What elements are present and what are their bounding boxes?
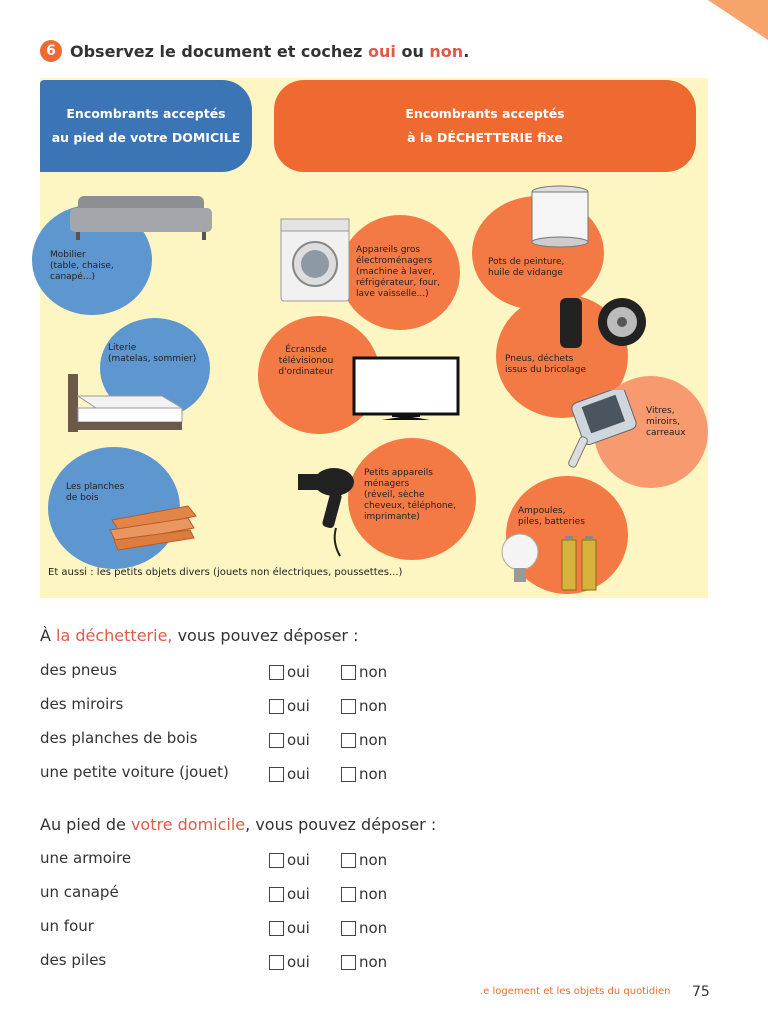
page-corner-decoration bbox=[708, 0, 768, 40]
paint-can-icon bbox=[530, 184, 590, 248]
television-icon bbox=[352, 356, 460, 422]
question-row bbox=[40, 883, 460, 907]
label-pots: Pots de peinture, huile de vidange bbox=[488, 257, 565, 278]
washing-machine-icon bbox=[280, 218, 350, 302]
label-ecrans: Écransde télévisionou d'ordinateur bbox=[278, 345, 334, 377]
bed-icon bbox=[66, 370, 184, 436]
sofa-icon bbox=[66, 190, 216, 242]
label-literie: Literie (matelas, sommier) bbox=[108, 343, 197, 364]
label-appareils: Appareils gros électroménagers (machine à laver, réfrigérateur, four, lave vaisselle...) bbox=[356, 245, 441, 299]
section-domicile-title: Au pied de votre domicile, vous pouvez déposer : bbox=[40, 815, 437, 834]
label-mobilier: Mobilier (table, chaise, canapé...) bbox=[50, 250, 114, 282]
checkbox-non[interactable]: non bbox=[341, 663, 387, 681]
question-label: des piles bbox=[40, 951, 107, 969]
checkbox-non[interactable]: non bbox=[341, 731, 387, 749]
exercise-number: 6 bbox=[40, 40, 62, 62]
bulb-batteries-icon bbox=[498, 532, 608, 592]
question-label: une petite voiture (jouet) bbox=[40, 763, 229, 781]
checkbox-non[interactable]: non bbox=[341, 697, 387, 715]
label-vitres: Vitres, miroirs, carreaux bbox=[646, 406, 686, 438]
exercise-header bbox=[40, 40, 469, 62]
label-planches: Les planches de bois bbox=[66, 482, 125, 503]
question-label: des pneus bbox=[40, 661, 117, 679]
banner-domicile: Encombrants acceptés au pied de votre DOMICILE bbox=[40, 80, 252, 172]
checkbox-non[interactable]: non bbox=[341, 885, 387, 903]
label-ampoules: Ampoules, piles, batteries bbox=[518, 506, 585, 527]
label-pneus: Pneus, déchets issus du bricolage bbox=[505, 354, 587, 375]
checkbox-oui[interactable]: oui bbox=[269, 663, 310, 681]
checkbox-oui[interactable]: oui bbox=[269, 885, 310, 903]
question-row bbox=[40, 849, 460, 873]
question-label: un four bbox=[40, 917, 94, 935]
question-label: des miroirs bbox=[40, 695, 124, 713]
chapter-footer: .e logement et les objets du quotidien bbox=[480, 986, 671, 997]
checkbox-oui[interactable]: oui bbox=[269, 919, 310, 937]
checkbox-non[interactable]: non bbox=[341, 953, 387, 971]
hand-mirror-icon bbox=[566, 390, 642, 474]
tire-icon bbox=[558, 296, 648, 350]
question-row bbox=[40, 695, 460, 719]
exercise-instruction: Observez le document et cochez oui ou non. bbox=[70, 41, 470, 61]
hair-dryer-icon bbox=[296, 462, 360, 558]
checkbox-oui[interactable]: oui bbox=[269, 765, 310, 783]
label-petits-appareils: Petits appareils ménagers (réveil, sèche cheveux, téléphone, imprimante) bbox=[364, 468, 456, 522]
question-row bbox=[40, 917, 460, 941]
question-label: une armoire bbox=[40, 849, 132, 867]
question-row bbox=[40, 951, 460, 975]
page-number: 75 bbox=[692, 984, 710, 1000]
question-label: des planches de bois bbox=[40, 729, 198, 747]
banner-dechetterie: Encombrants acceptés à la DÉCHETTERIE fixe bbox=[274, 80, 696, 172]
question-row bbox=[40, 729, 460, 753]
section-dechetterie-title: À la déchetterie, vous pouvez déposer : bbox=[40, 626, 359, 645]
question-row bbox=[40, 763, 460, 787]
checkbox-oui[interactable]: oui bbox=[269, 851, 310, 869]
checkbox-non[interactable]: non bbox=[341, 851, 387, 869]
checkbox-non[interactable]: non bbox=[341, 919, 387, 937]
poster-footer-note: Et aussi : les petits objets divers (jouets non électriques, poussettes...) bbox=[48, 567, 403, 578]
checkbox-oui[interactable]: oui bbox=[269, 731, 310, 749]
checkbox-oui[interactable]: oui bbox=[269, 697, 310, 715]
checkbox-oui[interactable]: oui bbox=[269, 953, 310, 971]
question-label: un canapé bbox=[40, 883, 119, 901]
checkbox-non[interactable]: non bbox=[341, 765, 387, 783]
wood-planks-icon bbox=[108, 502, 198, 552]
question-row bbox=[40, 661, 460, 685]
